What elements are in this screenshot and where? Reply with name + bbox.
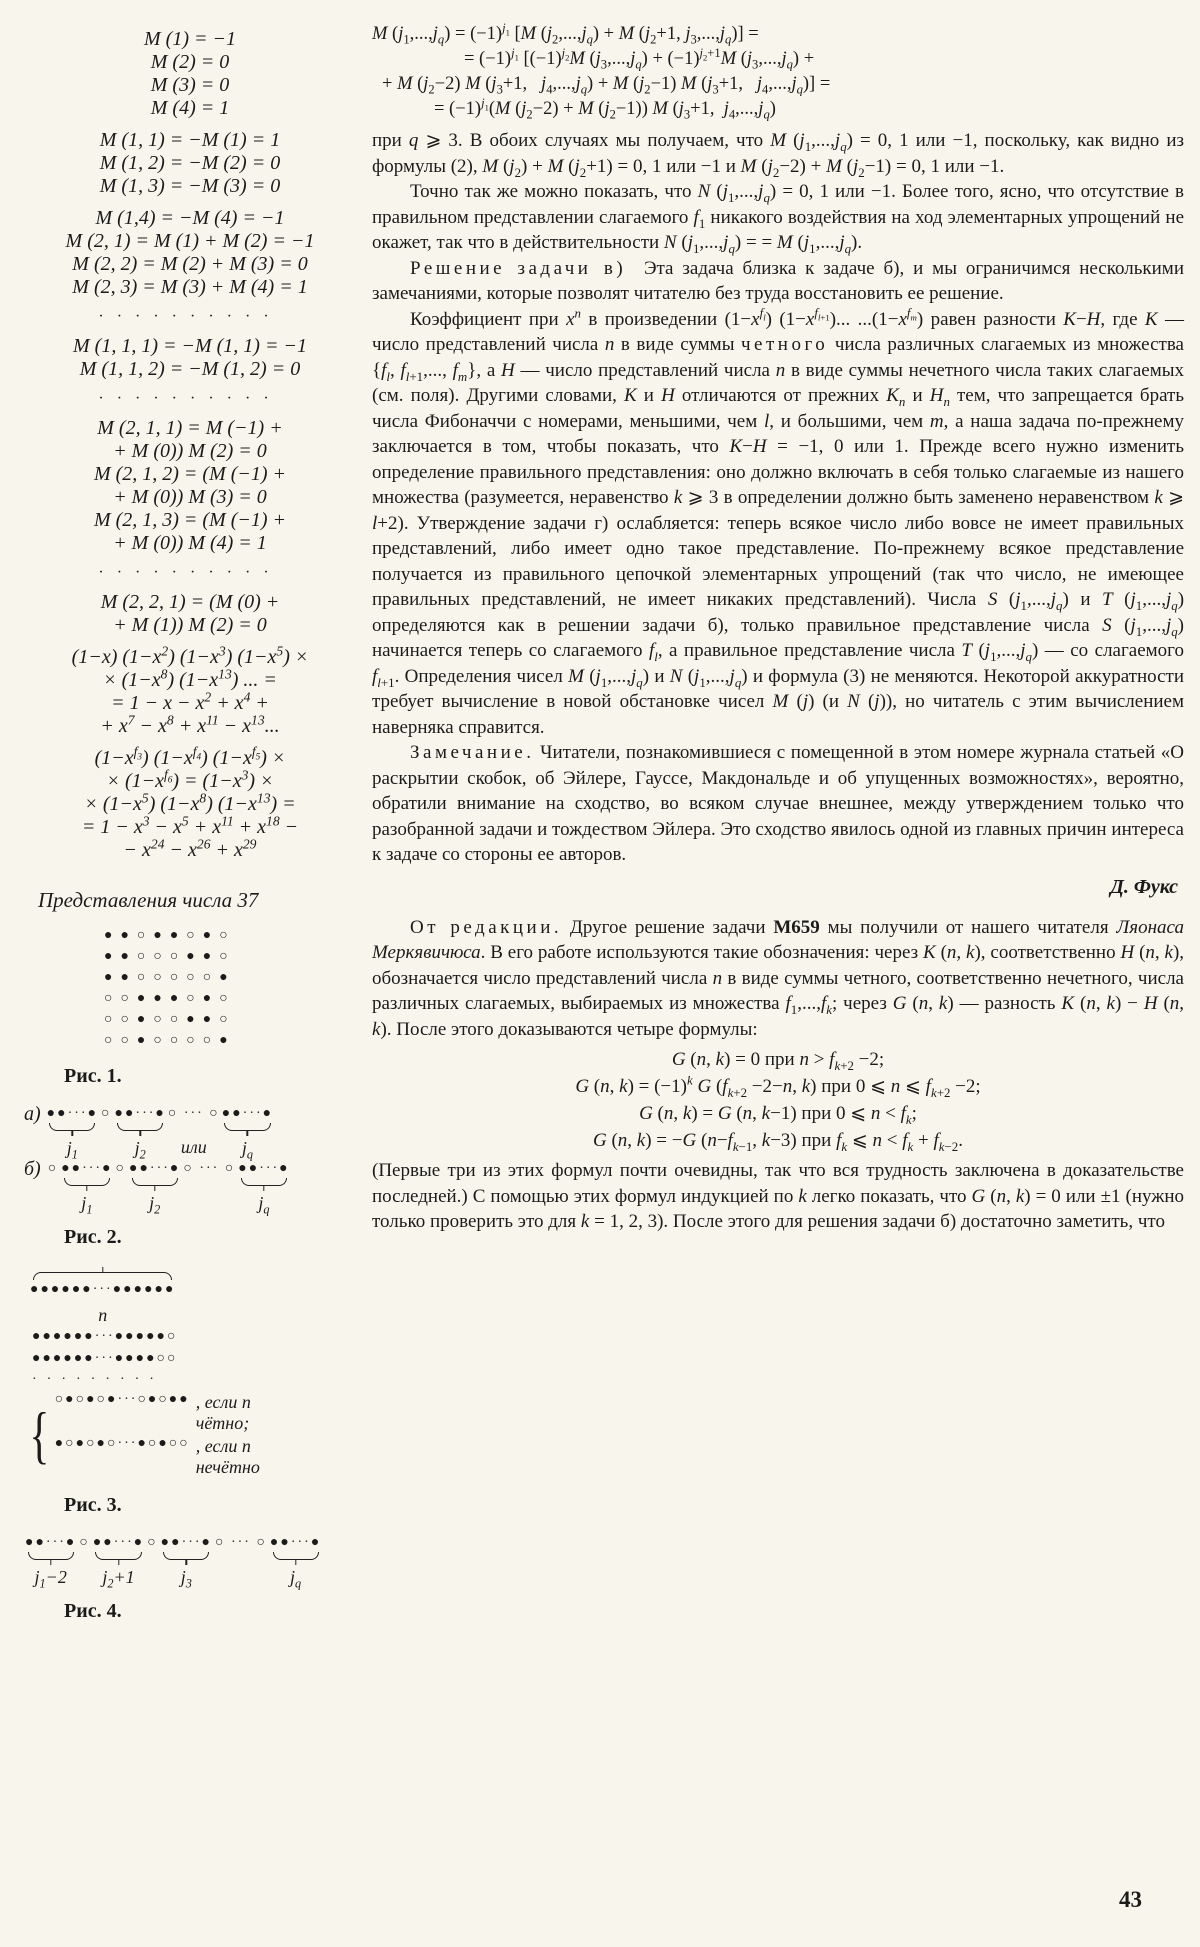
formula-line: × $(1-x^{f_6}) = (1-x^3)$ × (106, 767, 274, 792)
dot-row: ○○●○○○○● (104, 1033, 236, 1048)
paragraphs-main (372, 179, 1184, 868)
figure3-caption: Рис. 3. (64, 1494, 122, 1516)
ellipsis-row: ·········· (98, 564, 282, 581)
figure1-caption: Рис. 1. (64, 1065, 122, 1087)
dot-run: ●●···● (61, 1161, 113, 1176)
case-odd (55, 1436, 292, 1478)
dot-group-j2+1 (92, 1535, 145, 1591)
formula-line: M (2, 1) = M (1) + M (2) = −1 (65, 230, 315, 252)
formula-line: G (n, k) = G (n, k−1) при 0 ⩽ $n < f_k$; (639, 1103, 917, 1127)
dot-run: ●●···● (129, 1161, 181, 1176)
body-paragraph: (Первые три из этих формул почти очевидны, так что вся трудность заключена в доказательстве последней.) С помощью этих формул индукцией по k легко показать, что G (n, k) = 0 или ±1 (нужно только проверить это для k = 1, 2, 3). После этого для решения задачи б) достаточно заметить, что (372, 1160, 1185, 1232)
group-label: $j_1$ (81, 1193, 93, 1217)
formula-block-euler-product (24, 643, 356, 738)
dot-gap-group (168, 1106, 220, 1156)
dot-run: ○●○●○●···○●○●● (54, 1392, 190, 1407)
formula-line: M (2, 2) = M (2) + M (3) = 0 (72, 253, 308, 275)
underbrace (64, 1178, 110, 1186)
dot-group-jq (221, 1106, 274, 1162)
formula-line: + M (1)) M (2) = 0 (113, 614, 267, 636)
underbrace (117, 1123, 163, 1131)
dot-run: ●●···● (238, 1161, 290, 1176)
formula-line: M (2, 1, 2) = (M (−1) + (93, 463, 287, 485)
formula-line: + M $(j_2-2)$ M ($j_3+1$, $j_4,...,j_q) + M$ $(j_2-1)$ M ($j_3+1$, $j_4,...,j_q$)] = (382, 74, 831, 97)
formula-line: M (4) = 1 (150, 97, 230, 119)
formula-line: M (2) = 0 (150, 51, 230, 73)
group-label: $j_q$ (241, 1138, 254, 1162)
formula-line: = $1 - x^3 - x^5 + x^{11} + x^{18}$ − (81, 813, 299, 838)
dot-run: ●●···● (114, 1106, 166, 1121)
left-curly-brace: { (29, 1399, 50, 1470)
formula-line: M $(j_1,...,j_q) = (-1)^{j_1}$ [M $(j_2,...,j_q) + M$ ($j_2+1$, $j_3,...,j_q$)] = (372, 20, 759, 47)
dot-run: ●●···● (160, 1535, 213, 1550)
formula-line: + M (0)) M (4) = 1 (113, 532, 267, 554)
formula-line: M (1,4) = −M (4) = −1 (95, 207, 285, 229)
formula-line: × $(1-x^5)$ $(1-x^8) (1-x^{13})$ = (84, 790, 296, 815)
or-label: или (180, 1137, 207, 1157)
group-label: $j_1$ (66, 1138, 78, 1162)
dot-run: ●●···● (269, 1535, 322, 1550)
figure2-row-b (24, 1158, 356, 1217)
dot-row: ○○●○○●●○ (104, 1012, 236, 1027)
dot-group-j2 (129, 1161, 181, 1217)
paragraphs-editorial (372, 915, 1184, 1043)
dot-gap: ○ ··· ○ (215, 1535, 267, 1550)
body-paragraph: при q ⩾ 3. В обоих случаях мы получаем, что M $(j_1,...,j_q) = 0$, 1 или −1, поскольку, как видно из формулы (2), M $(j_2) + M$ $(j_2+1) = 0$, 1 или −1 и M $(j_2-2) + M$ $(j_2-1) = 0$, 1 или −1. (372, 130, 1185, 180)
figure3 (24, 1267, 356, 1517)
paragraphs-final (372, 1158, 1184, 1235)
formula-block-M-pairs-1 (24, 129, 356, 198)
formula-line: (1−x) $(1-x^2)$ $(1-x^3) (1-x^5)$ × (71, 643, 309, 668)
body-paragraph: Решение задачи в) Эта задача близка к задаче б), и мы ограничимся несколькими замечаниями, которые позволят читателю без труда восстановить ее решение. (372, 257, 1184, 304)
dot-group-j3 (160, 1535, 213, 1591)
dot-row: ●●●●●●···●●●●●○ (32, 1329, 178, 1344)
figure1-dot-grid (104, 925, 356, 1051)
group-label: $j_3$ (180, 1567, 192, 1591)
dot-group-j2 (114, 1106, 166, 1162)
dot-run: ●●···● (46, 1106, 99, 1121)
formula-block-fibonacci-product (24, 744, 356, 862)
formula-line: − $x^{24} - x^{26} + x^{29}$ (123, 836, 257, 861)
figure4-caption: Рис. 4. (64, 1600, 122, 1622)
display-formula-M-recursion (372, 22, 1184, 122)
figure4-row (24, 1535, 356, 1591)
figure1-title: Представления числа 37 (38, 888, 259, 912)
dot-group-j1-2 (25, 1535, 77, 1591)
dot-row: ●●○○○○○● (104, 970, 236, 985)
underbrace (224, 1123, 270, 1131)
formula-line: M (2, 3) = M (3) + M (4) = 1 (72, 276, 308, 298)
dot-run: ●●···● (221, 1106, 274, 1121)
group-label: $j_q$ (290, 1567, 302, 1591)
formula-line: = $(-1)^{j_1}$ [$(-1)^{j_2}M$ $(j_3,...,j_q) + (-1)^{j_2+1}M$ $(j_3,...,j_q)$ + (464, 45, 815, 72)
underbrace (241, 1178, 287, 1186)
formula-line: M (1, 2) = −M (2) = 0 (99, 152, 281, 174)
overbrace (33, 1272, 172, 1280)
dot-group-j1 (61, 1161, 113, 1217)
formula-line: M (1) = −1 (144, 28, 236, 50)
row-a-tag: а) (24, 1103, 41, 1125)
formula-line: G (n, k) = −G ($n-f_{k-1}$, k−3) при $f_k$ ⩽ $n < f_k + f_{k-2}$. (592, 1130, 963, 1154)
display-formula-G (372, 1046, 1184, 1154)
dot-run: ●●···● (25, 1535, 77, 1550)
paragraphs-continuation (372, 128, 1184, 179)
formula-line: + $x^7 - x^8 + x^{11} - x^{13}$... (100, 712, 280, 737)
formula-line: $(1-x^{f_3})$ $(1-x^{f_4}) (1-x^{f_5})$ × (94, 744, 286, 769)
figure2-row-a (24, 1103, 356, 1162)
formula-line: = $(-1)^{j_1}(M$ $(j_2-2) + M$ $(j_2-1)$) M ($j_3+1$, $j_4,...,j_q$) (434, 95, 776, 122)
separator-circle: ○ (147, 1535, 158, 1550)
formula-line: M (2, 2, 1) = (M (0) + (100, 591, 280, 613)
ellipsis-row: ········· (32, 1372, 164, 1387)
dot-run: ○ ··· ○ (167, 1106, 220, 1121)
formula-line: M (1, 3) = −M (3) = 0 (99, 175, 281, 197)
group-label: $j_q$ (258, 1193, 270, 1217)
formula-line: G (n, k) = 0 при $n > f_{k+2} -2$; (671, 1049, 885, 1073)
underbrace (163, 1552, 209, 1560)
separator-circle: ○ (115, 1161, 127, 1176)
dot-run: ●●●●●●···●●●●●● (30, 1282, 176, 1297)
left-column (24, 28, 356, 1641)
dot-gap: ○ ··· ○ (183, 1161, 236, 1176)
dot-row: ○○●●●○●○ (104, 991, 236, 1006)
n-label: n (98, 1305, 108, 1325)
underbrace (95, 1552, 141, 1560)
dot-row: ●●●●●●···●●●●○○ (32, 1351, 178, 1366)
formula-line: G (n, $k) = (-1)^k$ G ($f_{k+2} -2-n$, k) при 0 ⩽ n ⩽ $f_{k+2} -2$; (575, 1072, 981, 1100)
case-even-text: , если n чётно; (195, 1392, 251, 1433)
dot-group-jq (238, 1161, 290, 1217)
row-b-tag: б) (24, 1158, 41, 1180)
formula-line: = $1 - x - x^2 + x^4$ + (111, 689, 269, 714)
dot-run: ●●···● (92, 1535, 145, 1550)
formula-line: M (1, 1, 1) = −M (1, 1) = −1 (73, 335, 307, 357)
case-column (55, 1390, 292, 1480)
dot-row: ●●○●●○●○ (104, 928, 236, 943)
author-signature: Д. Фукс (1110, 875, 1178, 898)
underbrace (49, 1123, 95, 1131)
separator-circle: ○ (101, 1106, 112, 1121)
case-odd-text: , если n нечётно (195, 1436, 260, 1477)
dot-run: ●○●○●○···●○●○○ (54, 1436, 190, 1451)
group-label: $j_2+1$ (102, 1567, 135, 1591)
case-even (55, 1392, 292, 1434)
figure2-caption: Рис. 2. (64, 1226, 122, 1248)
dot-group-jq (269, 1535, 322, 1591)
parity-cases (24, 1390, 356, 1480)
underbrace (28, 1552, 74, 1560)
formula-line: M (2, 1, 3) = (M (−1) + (93, 509, 287, 531)
group-label: $j_2$ (134, 1138, 146, 1162)
right-column (372, 22, 1184, 1235)
body-paragraph: Точно так же можно показать, что N $(j_1,...,j_q) = 0$, 1 или −1. Более того, ясно, что отсутствие в правильном представлении слагаемого $f_1$ никакого воздействия на ход элементарных упрощений не окажет, так что в действительности N $(j_1,...,j_q)$ = = M $(j_1,...,j_q)$. (372, 181, 1185, 256)
dot-row: ●●○○○●●○ (104, 949, 236, 964)
body-paragraph: От редакции. Другое решение задачи M659 мы получили от нашего читателя Ляонаса Меркявичюса. В его работе используются такие обозначения: через K (n, k), соответственно H (n, k), обозначается число представлений числа n в виде суммы четного, соответственно нечетного, числа различных слагаемых, выбираемых из множества $f_1,...,f_k$; через G (n, k) — разность K (n, k) − H (n, k). После этого доказываются четыре формулы: (372, 916, 1185, 1040)
formula-block-M-triples-2 (24, 417, 356, 555)
formula-line: × $(1-x^8)$ $(1-x^{13})$ ... = (103, 666, 277, 691)
formula-line: M (3) = 0 (150, 74, 230, 96)
formula-block-M-pairs-2 (24, 207, 356, 299)
body-paragraph: Коэффициент при $x^n$ в произведении $(1-x^{f_l})$ $(1-x^{f_{l+1}})$... $...(1-x^{f_m})$ равен разности K−H, где K — число представлений числа n в виде суммы четного числа различных слагаемых из множества {$f_l$, $f_{l+1}$,..., $f_m$}, а H — число представлений числа n в виде суммы нечетного числа таких слагаемых (см. поля). Другими словами, K и H отличаются от прежних $K_n$ и $H_n$ тем, что запрещается брать числа Фибоначчи с номерами, меньшими, чем l, и большими, чем m, а наша задача по-прежнему заключается в том, чтобы показать, что K−H = −1, 0 или 1. Прежде всего нужно изменить определение правильного представления: оно должно включать в себя только слагаемые из нашего множества (разумеется, неравенство k ⩾ 3 в определении должно быть заменено неравенством k ⩾ l+2). Утверждение задачи г) ослабляется: теперь всякое число либо вовсе не имеет правильных представлений, либо имеет одно такое представление. По-прежнему всякое представление получается из правильного цепочкой элементарных упрощений (так что число, не имеющее правильных представлений, не имеет никаких представлений). Числа S $(j_1,...,j_q)$ и T $(j_1,...,j_q)$ определяются как в решении задачи б), только правильное представление числа S $(j_1,...,j_q)$ начинается теперь со слагаемого $f_l$, а правильное представление числа T $(j_1,...,j_q)$ — со слагаемого $f_{l+1}$. Определения чисел M $(j_1,...,j_q)$ и N $(j_1,...,j_q)$ и формула (3) не меняются. Некоторой аккуратности требует вычисление в новой обстановке чисел M (j) (и N (j)), но читатель с этим вычислением наверняка справится. (372, 305, 1185, 738)
formula-line: M (1, 1, 2) = −M (1, 2) = 0 (79, 358, 301, 380)
separator-circle: ○ (79, 1535, 90, 1550)
formula-line: M (1, 1) = −M (1) = 1 (99, 129, 281, 151)
underbrace (273, 1552, 319, 1560)
formula-line: + M (0)) M (2) = 0 (113, 440, 267, 462)
formula-line: M (2, 1, 1) = M (−1) + (97, 417, 283, 439)
underbrace (132, 1178, 178, 1186)
formula-block-M-triples-1 (24, 335, 356, 381)
ellipsis-row: ·········· (98, 308, 282, 325)
braced-n-row (30, 1272, 175, 1324)
leading-circle: ○ (47, 1161, 59, 1176)
dot-group-j1 (46, 1106, 99, 1162)
formula-block-M-triples-3 (24, 591, 356, 637)
formula-line: + M (0)) M (3) = 0 (113, 486, 267, 508)
group-label: $j_2$ (149, 1193, 161, 1217)
body-paragraph: Замечание. Читатели, познакомившиеся с помещенной в этом номере журнала статьей «О раскрытии скобок, об Эйлере, Гауссе, Макдональде и об упущенных возможностях», вероятно, обратили внимание на сходство, во всяком случае внешнее, между утверждением только что разобранной задачи и тождеством Эйлера. Это сходство явилось одной из главных причин интереса к задаче со стороны ее авторов. (372, 742, 1184, 865)
group-label: $j_1-2$ (34, 1567, 67, 1591)
page-number: 43 (1119, 1887, 1142, 1912)
ellipsis-row: ·········· (98, 390, 282, 407)
formula-block-M-values (24, 28, 356, 120)
